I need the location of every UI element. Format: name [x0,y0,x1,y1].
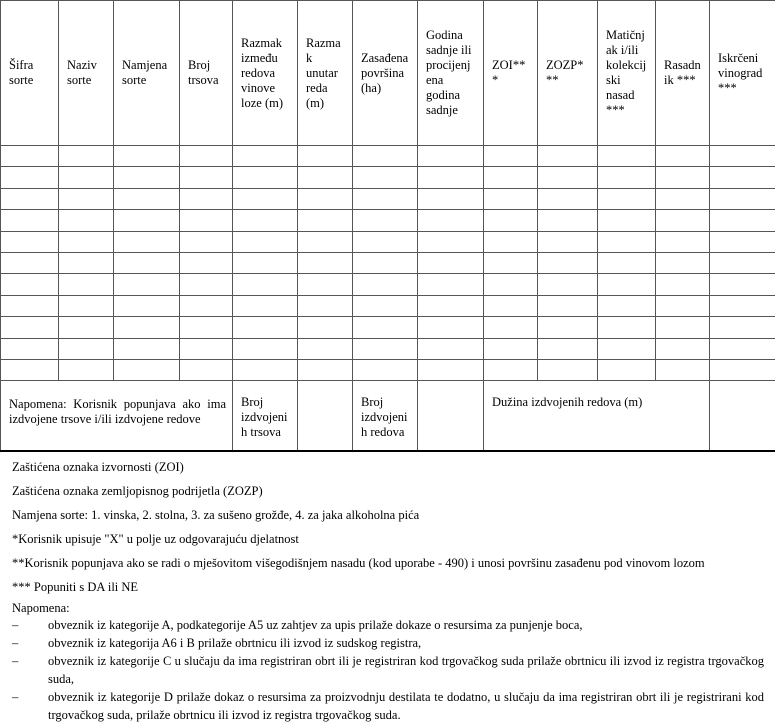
table-cell[interactable] [538,338,598,359]
table-cell[interactable] [353,167,418,188]
footnote-zoi: Zaštićena oznaka izvornosti (ZOI) [12,460,772,484]
table-cell[interactable] [418,210,484,231]
table-row [1,210,775,231]
table-cell[interactable] [418,359,484,380]
table-cell[interactable] [656,231,710,252]
table-cell[interactable] [353,317,418,338]
table-cell[interactable] [1,210,59,231]
table-cell[interactable] [710,210,775,231]
row-length-input[interactable] [710,381,775,451]
table-cell[interactable] [538,210,598,231]
footnote-two-star: **Korisnik popunjava ako se radi o mješovitom višegodišnjem nasadu (kod uporabe - 490) i unosi površinu zasađenu pod vinovom lozom [12,556,772,580]
footnotes [12,460,772,604]
table-cell[interactable] [233,167,298,188]
table-cell[interactable] [418,167,484,188]
table-cell[interactable] [59,146,114,167]
table-cell[interactable] [353,210,418,231]
table-cell[interactable] [710,295,775,316]
table-cell[interactable] [353,295,418,316]
table-cell[interactable] [484,146,538,167]
separated-note: Napomena: Korisnik popunjava ako ima izdvojene trsove i/ili izdvojene redove [1,381,233,451]
table-cell[interactable] [180,252,233,273]
table-cell[interactable] [353,274,418,295]
table-cell[interactable] [1,295,59,316]
table-cell[interactable] [538,231,598,252]
table-cell[interactable] [418,188,484,209]
table-cell[interactable] [114,188,180,209]
table-cell[interactable] [298,359,353,380]
table-cell[interactable] [59,317,114,338]
separated-rows-input[interactable] [418,381,484,451]
table-cell[interactable] [114,317,180,338]
table-cell[interactable] [180,359,233,380]
table-cell[interactable] [233,231,298,252]
table-cell[interactable] [710,274,775,295]
table-cell[interactable] [418,317,484,338]
footnote-zozp: Zaštićena oznaka zemljopisnog podrijetla (ZOZP) [12,484,772,508]
table-cell[interactable] [298,295,353,316]
table-cell[interactable] [710,338,775,359]
table-cell[interactable] [598,338,656,359]
table-cell[interactable] [484,317,538,338]
table-cell[interactable] [180,188,233,209]
table-cell[interactable] [710,317,775,338]
table-cell[interactable] [538,359,598,380]
table-cell[interactable] [114,295,180,316]
table-cell[interactable] [656,317,710,338]
table-cell[interactable] [1,359,59,380]
table-cell[interactable] [656,188,710,209]
header-razmak-unutar-reda: Razma k unutar reda (m) [298,1,353,146]
table-cell[interactable] [538,295,598,316]
table-cell[interactable] [418,231,484,252]
table-cell[interactable] [656,274,710,295]
table-row [1,252,775,273]
dash-bullet: – [12,688,48,724]
table-row [1,231,775,252]
table-cell[interactable] [484,295,538,316]
table-cell[interactable] [180,167,233,188]
header-maticnjak: Matičnj ak i/ili kolekcij ski nasad *** [598,1,656,146]
table-cell[interactable] [114,252,180,273]
table-cell[interactable] [710,252,775,273]
table-cell[interactable] [114,338,180,359]
table-cell[interactable] [1,231,59,252]
table-cell[interactable] [59,210,114,231]
table-cell[interactable] [180,231,233,252]
napomena-section [12,600,764,724]
table-cell[interactable] [656,338,710,359]
table-row [1,359,775,380]
table-cell[interactable] [114,274,180,295]
table-cell[interactable] [1,252,59,273]
table-cell[interactable] [1,274,59,295]
table-cell[interactable] [298,146,353,167]
table-cell[interactable] [114,210,180,231]
table-cell[interactable] [298,167,353,188]
table-cell[interactable] [484,359,538,380]
header-zozp: ZOZP* ** [538,1,598,146]
table-cell[interactable] [59,231,114,252]
table-cell[interactable] [710,188,775,209]
table-cell[interactable] [710,359,775,380]
table-cell[interactable] [710,231,775,252]
header-naziv-sorte: Naziv sorte [59,1,114,146]
table-cell[interactable] [59,167,114,188]
separated-rows-label: Broj izdvojeni h redova [353,381,418,451]
table-cell[interactable] [180,274,233,295]
dash-bullet: – [12,634,48,652]
table-row [1,338,775,359]
table-cell[interactable] [1,338,59,359]
table-cell[interactable] [484,188,538,209]
table-cell[interactable] [298,231,353,252]
table-cell[interactable] [538,252,598,273]
dash-bullet: – [12,652,48,688]
table-cell[interactable] [418,252,484,273]
table-cell[interactable] [233,295,298,316]
separated-vines-row [1,381,775,451]
table-row [1,167,775,188]
footnote-namjena: Namjena sorte: 1. vinska, 2. stolna, 3. za sušeno grožđe, 4. za jaka alkoholna pića [12,508,772,532]
table-cell[interactable] [710,146,775,167]
table-cell[interactable] [298,252,353,273]
header-namjena-sorte: Namjena sorte [114,1,180,146]
napomena-title: Napomena: [12,600,764,616]
table-cell[interactable] [59,359,114,380]
table-row [1,295,775,316]
table-cell[interactable] [298,338,353,359]
header-iskrceni-vinograd: Iskrčeni vinograd *** [710,1,775,146]
napomena-item: – obveznik iz kategorija A6 i B prilaže obrtnicu ili izvod iz sudskog registra, [12,634,764,652]
table-cell[interactable] [484,231,538,252]
napomena-item: – obveznik iz kategorije D prilaže dokaz o resursima za proizvodnju destilata te dodatno, u slučaju da ima registriran obrt ili je registrirani kod trgovačkog suda, prilaže obrtnicu ili izvod iz registra trgovačkog suda. [12,688,764,724]
dash-bullet: – [12,616,48,634]
table-cell[interactable] [538,167,598,188]
table-cell[interactable] [484,274,538,295]
table-cell[interactable] [353,252,418,273]
table-cell[interactable] [233,252,298,273]
table-cell[interactable] [484,210,538,231]
table-cell[interactable] [59,188,114,209]
napomena-item: – obveznik iz kategorije C u slučaju da ima registriran obrt ili je registriran kod trgovačkog suda prilaže obrtnicu ili izvod iz registra trgovačkog suda, [12,652,764,688]
table-cell[interactable] [233,317,298,338]
table-cell[interactable] [233,146,298,167]
table-cell[interactable] [298,317,353,338]
table-cell[interactable] [298,188,353,209]
footnote-three-star: *** Popuniti s DA ili NE [12,580,772,604]
header-rasadnik: Rasadn ik *** [656,1,710,146]
table-cell[interactable] [180,146,233,167]
table-cell[interactable] [1,317,59,338]
table-cell[interactable] [418,274,484,295]
table-cell[interactable] [598,210,656,231]
table-cell[interactable] [656,359,710,380]
table-cell[interactable] [418,146,484,167]
table-cell[interactable] [598,359,656,380]
table-cell[interactable] [598,295,656,316]
table-cell[interactable] [59,338,114,359]
table-cell[interactable] [484,167,538,188]
table-cell[interactable] [233,210,298,231]
table-cell[interactable] [710,167,775,188]
table-cell[interactable] [484,338,538,359]
footnote-one-star: *Korisnik upisuje "X" u polje uz odgovarajuću djelatnost [12,532,772,556]
header-sifra-sorte: Šifra sorte [1,1,59,146]
table-cell[interactable] [656,167,710,188]
table-row [1,274,775,295]
row-length-label: Dužina izdvojenih redova (m) [484,381,710,451]
table-cell[interactable] [1,188,59,209]
table-cell[interactable] [598,188,656,209]
table-cell[interactable] [598,252,656,273]
table-cell[interactable] [233,338,298,359]
table-cell[interactable] [114,167,180,188]
table-cell[interactable] [353,338,418,359]
table-cell[interactable] [598,146,656,167]
table-cell[interactable] [180,317,233,338]
table-cell[interactable] [484,252,538,273]
table-cell[interactable] [298,210,353,231]
table-cell[interactable] [298,274,353,295]
table-row [1,146,775,167]
table-cell[interactable] [656,146,710,167]
separated-vines-label: Broj izdvojeni h trsova [233,381,298,451]
table-cell[interactable] [598,167,656,188]
header-razmak-redova: Razmak između redova vinove loze (m) [233,1,298,146]
table-cell[interactable] [656,210,710,231]
table-cell[interactable] [233,188,298,209]
table-cell[interactable] [114,146,180,167]
header-zasadena-povrsina: Zasađena površina (ha) [353,1,418,146]
table-row [1,317,775,338]
table-cell[interactable] [114,359,180,380]
table-cell[interactable] [418,295,484,316]
table-cell[interactable] [233,274,298,295]
header-row [1,1,775,146]
table-row [1,188,775,209]
table-cell[interactable] [656,295,710,316]
separated-vines-input[interactable] [298,381,353,451]
table-cell[interactable] [180,338,233,359]
table-cell[interactable] [59,274,114,295]
table-cell[interactable] [538,317,598,338]
table-cell[interactable] [418,338,484,359]
table-cell[interactable] [598,317,656,338]
table-cell[interactable] [538,274,598,295]
table-cell[interactable] [353,231,418,252]
table-cell[interactable] [538,146,598,167]
table-cell[interactable] [598,274,656,295]
table-cell[interactable] [114,231,180,252]
table-cell[interactable] [233,359,298,380]
header-broj-trsova: Broj trsova [180,1,233,146]
header-godina-sadnje: Godina sadnje ili procijenj ena godina sadnje [418,1,484,146]
header-zoi: ZOI** * [484,1,538,146]
table-cell[interactable] [353,359,418,380]
table-cell[interactable] [180,295,233,316]
table-cell[interactable] [1,167,59,188]
table-cell[interactable] [59,295,114,316]
table-cell[interactable] [353,188,418,209]
napomena-item: – obveznik iz kategorije A, podkategorije A5 uz zahtjev za upis prilaže dokaze o resursima za punjenje boca, [12,616,764,634]
table-cell[interactable] [353,146,418,167]
table-cell[interactable] [1,146,59,167]
table-cell[interactable] [59,252,114,273]
table-cell[interactable] [656,252,710,273]
table-cell[interactable] [538,188,598,209]
table-cell[interactable] [180,210,233,231]
table-cell[interactable] [598,231,656,252]
